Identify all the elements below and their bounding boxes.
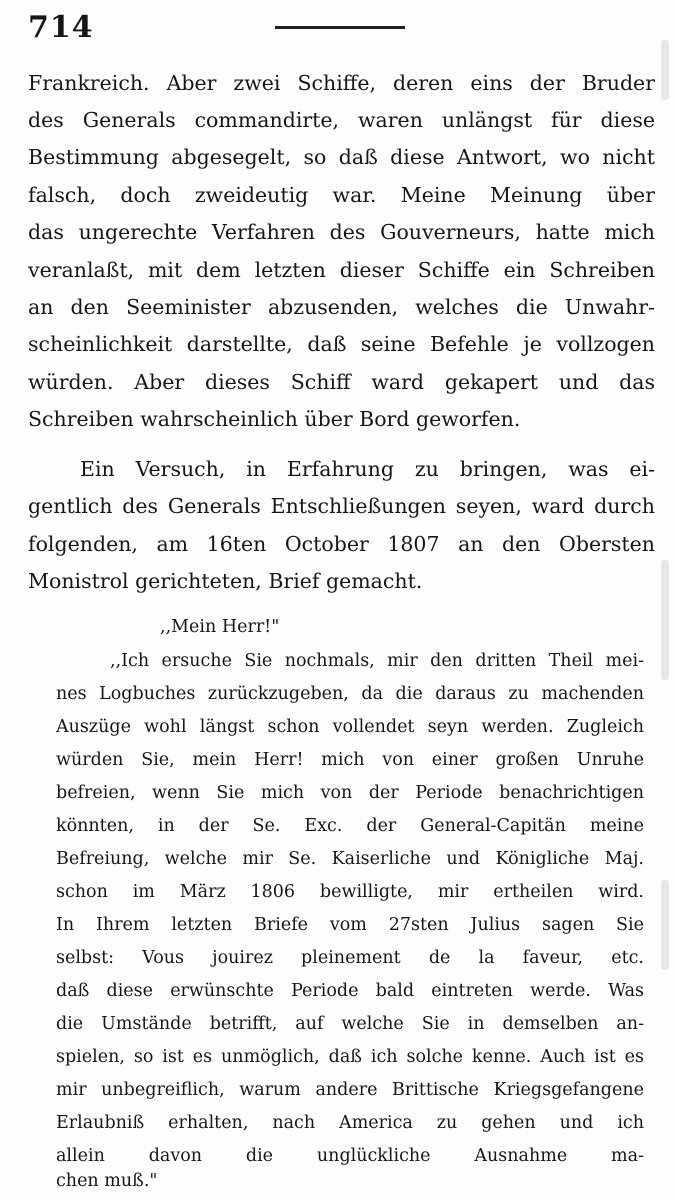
letter-line: allein davon die unglückliche Ausnahme ma- xyxy=(56,1146,644,1166)
text-line: würden. Aber dieses Schiff ward gekapert und das xyxy=(28,370,655,394)
text-line: scheinlichkeit darstellte, daß seine Befehle je vollzogen xyxy=(28,332,655,356)
letter-line: daß diese erwünschte Periode bald eintreten werde. Was xyxy=(56,981,644,1001)
letter-line: Befreiung, welche mir Se. Kaiserliche und Königliche Maj. xyxy=(56,849,644,869)
text-line: Ein Versuch, in Erfahrung zu bringen, was ei- xyxy=(80,457,655,481)
letter-line: ,,Ich ersuche Sie nochmals, mir den dritten Theil mei- xyxy=(110,651,644,671)
text-line: veranlaßt, mit dem letzten dieser Schiffe ein Schreiben xyxy=(28,258,655,282)
text-line: das ungerechte Verfahren des Gouverneurs, hatte mich xyxy=(28,220,655,244)
letter-line: die Umstände betrifft, auf welche Sie in demselben an- xyxy=(56,1014,644,1034)
text-line: Frankreich. Aber zwei Schiffe, deren eins der Bruder xyxy=(28,71,655,95)
letter-line: In Ihrem letzten Briefe vom 27sten Julius sagen Sie xyxy=(56,915,644,935)
text-line: folgenden, am 16ten October 1807 an den Obersten xyxy=(28,532,655,556)
letter-line: würden Sie, mein Herr! mich von einer großen Unruhe xyxy=(56,750,644,770)
text-line: Schreiben wahrscheinlich über Bord geworfen. xyxy=(28,407,521,431)
text-line: falsch, doch zweideutig war. Meine Meinung über xyxy=(28,183,655,207)
text-line: gentlich des Generals Entschließungen seyen, ward durch xyxy=(28,494,655,518)
letter-line: Auszüge wohl längst schon vollendet seyn werden. Zugleich xyxy=(56,717,644,737)
page-edge-stain xyxy=(661,880,669,970)
letter-salutation: ,,Mein Herr!" xyxy=(160,617,280,637)
letter-line: befreien, wenn Sie mich von der Periode benachrichtigen xyxy=(56,783,644,803)
text-line: des Generals commandirte, waren unlängst für diese xyxy=(28,108,655,132)
text-line: Bestimmung abgesegelt, so daß diese Antwort, wo nicht xyxy=(28,145,655,169)
header-rule xyxy=(275,26,405,29)
letter-line: selbst: Vous jouirez pleinement de la faveur, etc. xyxy=(56,948,644,968)
page-number: 714 xyxy=(28,10,94,45)
page-edge-stain xyxy=(661,40,669,100)
letter-line: könnten, in der Se. Exc. der General-Capitän meine xyxy=(56,816,644,836)
page-edge-stain xyxy=(661,560,669,680)
letter-line: spielen, so ist es unmöglich, daß ich solche kenne. Auch ist es xyxy=(56,1047,644,1067)
letter-line: nes Logbuches zurückzugeben, da die daraus zu machenden xyxy=(56,684,644,704)
text-line: an den Seeminister abzusenden, welches die Unwahr- xyxy=(28,295,655,319)
text-line: Monistrol gerichteten, Brief gemacht. xyxy=(28,569,423,593)
letter-line: schon im März 1806 bewilligte, mir ertheilen wird. xyxy=(56,882,644,902)
letter-line: Erlaubniß erhalten, nach America zu gehen und ich xyxy=(56,1113,644,1133)
letter-line: chen muß." xyxy=(56,1171,158,1191)
letter-line: mir unbegreiflich, warum andere Brittische Kriegsgefangene xyxy=(56,1080,644,1100)
